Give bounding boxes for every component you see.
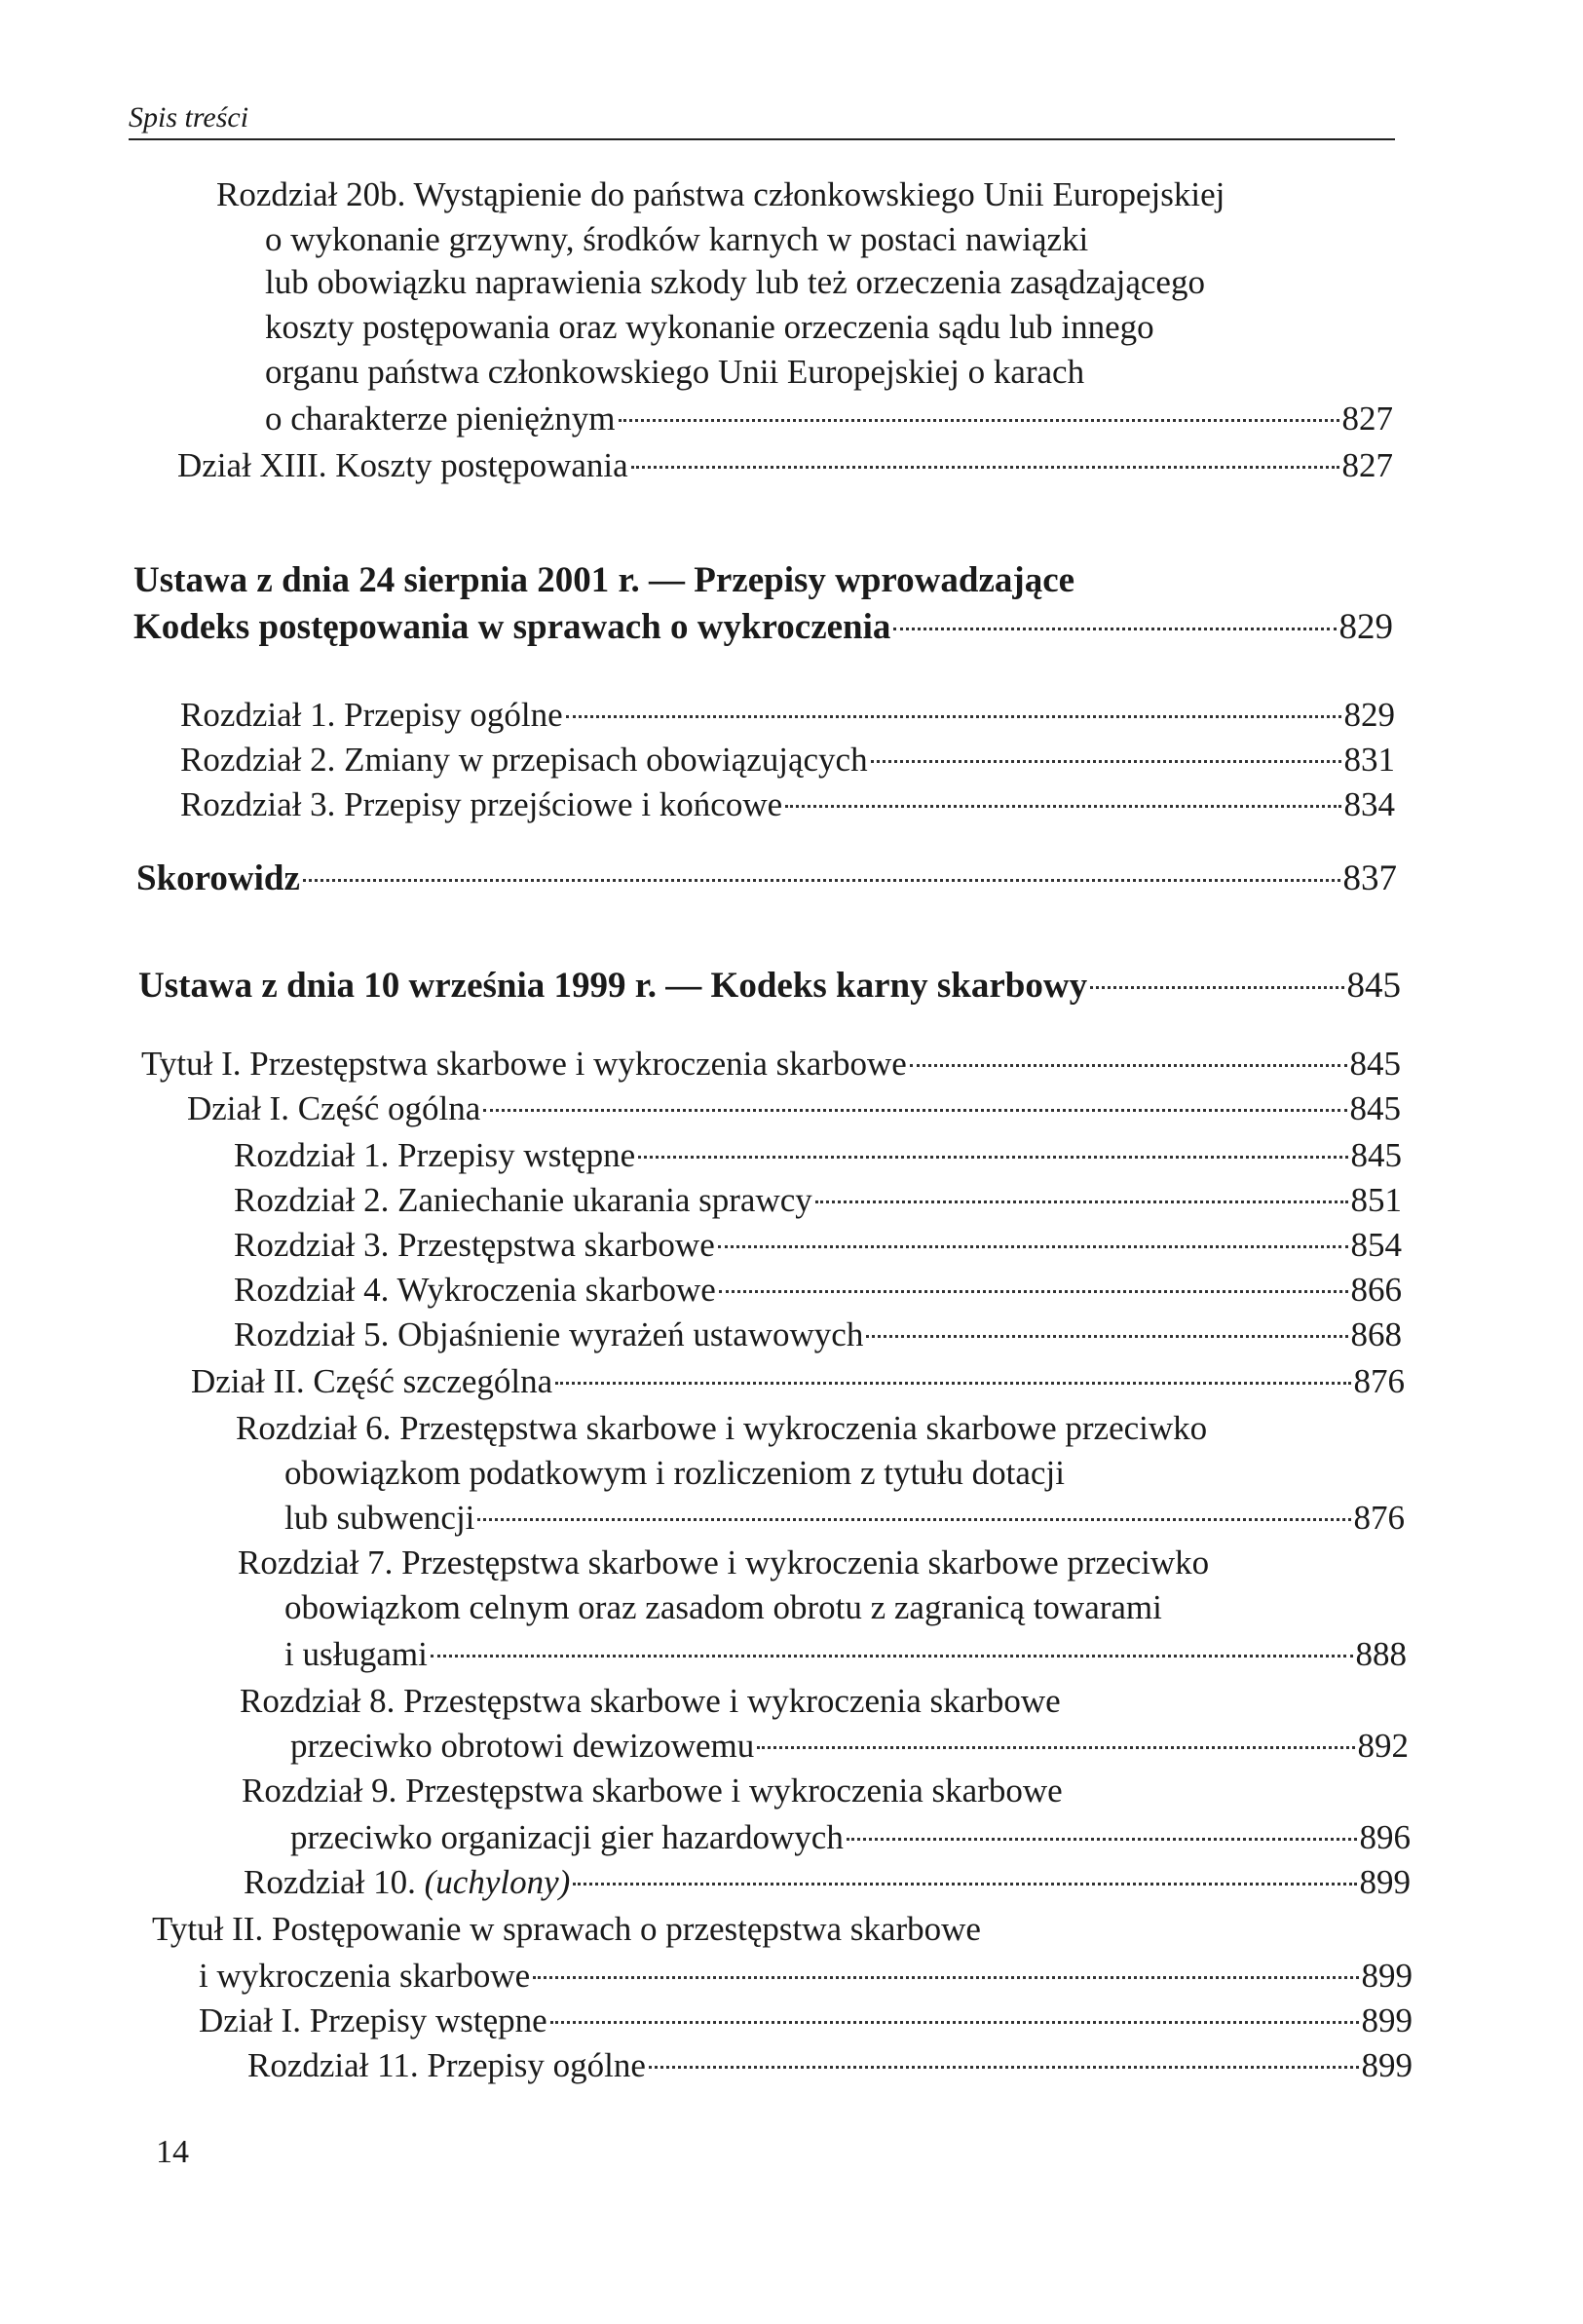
running-title: Spis treści: [129, 101, 249, 133]
dot-leader: [719, 1290, 1348, 1293]
toc-entry-page: 834: [1343, 785, 1395, 823]
toc-entry-title: przeciwko obrotowi dewizowemu: [290, 1727, 755, 1765]
dot-leader: [303, 879, 1340, 882]
toc-entry-page: 876: [1353, 1499, 1405, 1537]
toc-line: o wykonanie grzywny, środków karnych w postaci nawiązki: [265, 220, 1089, 258]
toc-entry-title: Ustawa z dnia 10 września 1999 r. — Kodeks karny skarbowy: [138, 966, 1088, 1006]
toc-entry-title: Rozdział 5. Objaśnienie wyrażeń ustawowych: [234, 1315, 864, 1353]
toc-entry-page: 899: [1361, 2001, 1413, 2039]
toc-entry: [187, 1086, 1401, 1132]
toc-entry: [180, 781, 1395, 828]
toc-entry-page: 829: [1338, 607, 1393, 647]
dot-leader: [619, 419, 1339, 422]
toc-entry: [133, 604, 1393, 651]
dot-leader: [815, 1200, 1348, 1203]
dot-leader: [555, 1382, 1350, 1385]
toc-entry-title: Kodeks postępowania w sprawach o wykroczenia: [133, 607, 891, 647]
toc-entry: [290, 1723, 1409, 1770]
toc-line: Rozdział 8. Przestępstwa skarbowe i wykroczenia skarbowe: [240, 1682, 1061, 1720]
toc-entry: [290, 1814, 1411, 1861]
toc-entry-page: 837: [1342, 858, 1397, 898]
toc-line: obowiązkom celnym oraz zasadom obrotu z zagranicą towarami: [284, 1588, 1162, 1626]
dot-leader: [1090, 986, 1343, 989]
dot-leader: [893, 628, 1336, 630]
toc-entry-page: 892: [1357, 1727, 1409, 1765]
toc-entry: [284, 1631, 1407, 1678]
dot-leader: [718, 1245, 1348, 1248]
toc-entry: [265, 396, 1393, 442]
toc-entry: [191, 1358, 1405, 1405]
toc-entry-title: Dział XIII. Koszty postępowania: [177, 446, 628, 484]
dot-leader: [866, 1335, 1347, 1338]
toc-entry-page: 831: [1343, 741, 1395, 779]
toc-entry-title: o charakterze pieniężnym: [265, 400, 616, 438]
toc-line: Rozdział 20b. Wystąpienie do państwa członkowskiego Unii Europejskiej: [216, 175, 1225, 213]
page-number: 14: [156, 2134, 189, 2170]
toc-entry: [177, 442, 1393, 489]
toc-entry: [180, 692, 1395, 739]
toc-entry-title: Rozdział 1. Przepisy wstępne: [234, 1136, 636, 1174]
toc-entry: [234, 1267, 1402, 1314]
toc-entry: [180, 737, 1395, 783]
toc-entry-prefix: Rozdział 10.: [244, 1863, 425, 1901]
dot-leader: [785, 805, 1340, 808]
toc-entry-title: [244, 1859, 570, 1906]
dot-leader: [871, 760, 1341, 763]
dot-leader: [483, 1109, 1346, 1112]
toc-entry-title: Dział I. Część ogólna: [187, 1089, 481, 1127]
toc-line: koszty postępowania oraz wykonanie orzeczenia sądu lub innego: [265, 308, 1154, 346]
toc-line: obowiązkom podatkowym i rozliczeniom z tytułu dotacji: [284, 1454, 1065, 1492]
toc-entry-title: lub subwencji: [284, 1499, 475, 1537]
toc-entry: [141, 1041, 1401, 1087]
dot-leader: [573, 1883, 1356, 1886]
toc-entry-title: i wykroczenia skarbowe: [199, 1957, 531, 1995]
toc-entry-title: Dział II. Część szczególna: [191, 1362, 553, 1400]
toc-line: Rozdział 6. Przestępstwa skarbowe i wykroczenia skarbowe przeciwko: [236, 1409, 1208, 1447]
toc-entry-title: Dział I. Przepisy wstępne: [199, 2001, 547, 2039]
toc-entry-page: 829: [1343, 696, 1395, 734]
toc-entry-title: przeciwko organizacji gier hazardowych: [290, 1818, 844, 1856]
toc-entry-title: Rozdział 4. Wykroczenia skarbowe: [234, 1271, 716, 1309]
toc-line: organu państwa członkowskiego Unii Europejskiej o karach: [265, 353, 1085, 391]
toc-entry: [234, 1222, 1402, 1269]
toc-entry: [234, 1177, 1402, 1224]
toc-entry-page: 896: [1359, 1818, 1411, 1856]
toc-entry: [234, 1132, 1402, 1179]
toc-entry-page: 854: [1350, 1226, 1402, 1264]
toc-entry: [234, 1312, 1402, 1358]
dot-leader: [550, 2021, 1359, 2024]
toc-entry-title: Rozdział 2. Zaniechanie ukarania sprawcy: [234, 1181, 812, 1219]
toc-entry-title: Tytuł I. Przestępstwa skarbowe i wykroczenia skarbowe: [141, 1045, 907, 1083]
toc-entry-title: Rozdział 2. Zmiany w przepisach obowiązujących: [180, 741, 868, 779]
toc-entry-title: Rozdział 1. Przepisy ogólne: [180, 696, 563, 734]
toc-line: Rozdział 9. Przestępstwa skarbowe i wykroczenia skarbowe: [242, 1772, 1063, 1810]
toc-entry: [199, 1998, 1413, 2044]
toc-entry-page: 845: [1349, 1045, 1401, 1083]
toc-entry-page: 827: [1341, 446, 1393, 484]
toc-entry-page: 827: [1341, 400, 1393, 438]
toc-entry-title: i usługami: [284, 1635, 428, 1673]
dot-leader: [649, 2066, 1359, 2069]
toc-entry-page: 899: [1361, 1957, 1413, 1995]
toc-entry-page: 888: [1355, 1635, 1407, 1673]
toc-line: Rozdział 7. Przestępstwa skarbowe i wykroczenia skarbowe przeciwko: [238, 1543, 1210, 1581]
toc-entry-title: Rozdział 11. Przepisy ogólne: [247, 2046, 646, 2084]
toc-entry-page: 868: [1350, 1315, 1402, 1353]
dot-leader: [533, 1976, 1358, 1979]
dot-leader: [431, 1655, 1353, 1657]
toc-entry-page: 851: [1350, 1181, 1402, 1219]
dot-leader: [638, 1156, 1347, 1159]
toc-heading: Ustawa z dnia 24 sierpnia 2001 r. — Przepisy wprowadzające: [133, 560, 1075, 600]
toc-entry-page: 899: [1359, 1863, 1411, 1901]
dot-leader: [566, 715, 1341, 718]
toc-entry: [199, 1953, 1413, 2000]
toc-entry-page: 899: [1361, 2046, 1413, 2084]
toc-entry-page: 845: [1349, 1089, 1401, 1127]
toc-entry: [244, 1859, 1411, 1906]
toc-entry-page: 845: [1346, 966, 1401, 1006]
dot-leader: [477, 1518, 1350, 1521]
dot-leader: [910, 1064, 1347, 1067]
toc-entry: [136, 856, 1397, 902]
toc-entry-page: 866: [1350, 1271, 1402, 1309]
dot-leader: [757, 1746, 1354, 1749]
toc-entry: [138, 963, 1401, 1010]
toc-entry-note: (uchylony): [424, 1863, 571, 1901]
toc-entry: [247, 2042, 1413, 2089]
dot-leader: [847, 1838, 1357, 1841]
toc-entry-title: Skorowidz: [136, 858, 300, 898]
toc-entry-title: Rozdział 3. Przestępstwa skarbowe: [234, 1226, 715, 1264]
toc-entry-title: Rozdział 3. Przepisy przejściowe i końcowe: [180, 785, 783, 823]
toc-entry-page: 876: [1353, 1362, 1405, 1400]
toc-entry: [284, 1495, 1405, 1542]
toc-entry-page: 845: [1350, 1136, 1402, 1174]
toc-line: Tytuł II. Postępowanie w sprawach o przestępstwa skarbowe: [152, 1910, 981, 1948]
dot-leader: [631, 466, 1339, 469]
toc-line: lub obowiązku naprawienia szkody lub też orzeczenia zasądzającego: [265, 263, 1205, 301]
